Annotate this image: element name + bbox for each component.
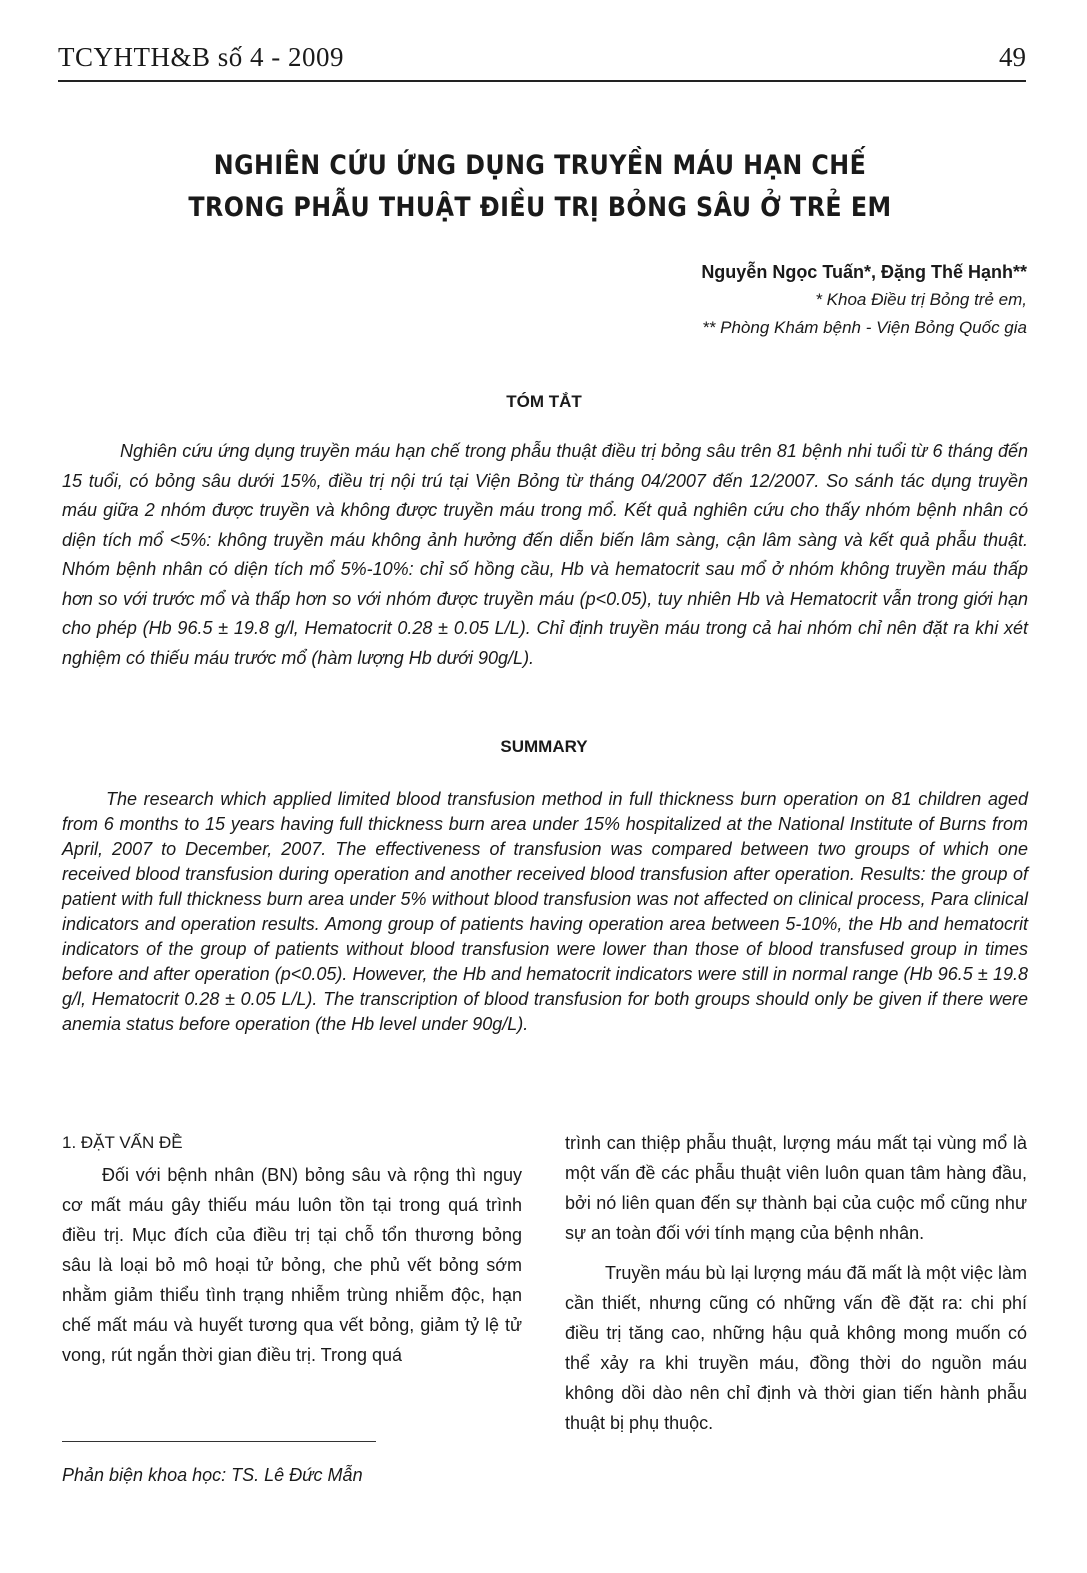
title-line-2: TRONG PHẪU THUẬT ĐIỀU TRỊ BỎNG SÂU Ở TRẺ EM: [188, 192, 892, 223]
affiliation-1: * Khoa Điều trị Bỏng trẻ em,: [815, 290, 1027, 309]
page-number: 49: [999, 42, 1026, 72]
affiliation-2: ** Phòng Khám bệnh - Viện Bỏng Quốc gia: [702, 318, 1027, 337]
footnote-reviewer: Phản biện khoa học: TS. Lê Đức Mẫn: [62, 1465, 363, 1485]
abstract-text: Nghiên cứu ứng dụng truyền máu hạn chế trong phẫu thuật điều trị bỏng sâu trên 81 bệnh nhi tuổi từ 6 tháng đến 15 tuổi, có bỏng sâu dưới 15%, điều trị nội trú tại Viện Bỏng từ tháng 04/2007 đến 12/2007. So sánh tác dụng truyền máu giữa 2 nhóm được truyền và không được truyền máu trong mổ. Kết quả nghiên cứu cho thấy nhóm bệnh nhân có diện tích mổ <5%: không truyền máu không ảnh hưởng đến diễn biến lâm sàng, cận lâm sàng và kết quả phẫu thuật. Nhóm bệnh nhân có diện tích mổ 5%-10%: chỉ số hồng cầu, Hb và hematocrit sau mổ ở nhóm không truyền máu thấp hơn so với trước mổ và thấp hơn so với nhóm được truyền máu (p<0.05), tuy nhiên Hb và Hematocrit vẫn trong giới hạn cho phép (Hb 96.5 ± 19.8 g/l, Hematocrit 0.28 ± 0.05 L/L). Chỉ định truyền máu trong cả hai nhóm chỉ nên đặt ra khi xét nghiệm có thiếu máu trước mổ (hàm lượng Hb dưới 90g/L).: [62, 441, 1028, 668]
section-paragraph-1: Đối với bệnh nhân (BN) bỏng sâu và rộng thì nguy cơ mất máu gây thiếu máu luôn tồn tại trong quá trình điều trị. Mục đích của điều trị tại chỗ tổn thương bỏng sâu là loại bỏ mô hoại tử bỏng, che phủ vết bỏng sớm nhằm giảm thiểu tình trạng nhiễm trùng nhiễm độc, hạn chế mất máu và huyết tương qua vết bỏng, giảm tỷ lệ tử vong, rút ngắn thời gian điều trị. Trong quá: [62, 1165, 522, 1365]
right-column: [565, 1128, 1027, 1438]
abstract-heading: TÓM TẮT: [506, 392, 582, 411]
footnote-divider: [62, 1441, 376, 1442]
summary-heading: SUMMARY: [500, 737, 588, 756]
page-header: [58, 40, 1026, 82]
section-heading: 1. ĐẶT VẤN ĐỀ: [62, 1133, 183, 1152]
article-title: [153, 145, 927, 229]
authors-block: [701, 258, 1027, 342]
title-line-1: NGHIÊN CỨU ỨNG DỤNG TRUYỀN MÁU HẠN CHẾ: [213, 150, 867, 181]
section-paragraph-2: Truyền máu bù lại lượng máu đã mất là một việc làm cần thiết, nhưng cũng có những vấn đề đặt ra: chi phí điều trị tăng cao, những hậu quả không mong muốn có thể xảy ra khi truyền máu, đồng thời do nguồn máu không dồi dào nên chỉ định và thời gian tiến hành phẫu thuật bị phụ thuộc.: [565, 1263, 1027, 1433]
author-names: Nguyễn Ngọc Tuấn*, Đặng Thế Hạnh**: [701, 262, 1027, 282]
left-column: [62, 1128, 522, 1370]
section-paragraph-1-continued: trình can thiệp phẫu thuật, lượng máu mất tại vùng mổ là một vấn đề các phẫu thuật viên luôn quan tâm hàng đầu, bởi nó liên quan đến sự thành bại của cuộc mổ cũng như sự an toàn đối với tính mạng của bệnh nhân.: [565, 1133, 1027, 1243]
journal-name: TCYHTH&B số 4 - 2009: [58, 42, 344, 72]
summary-text: The research which applied limited blood transfusion method in full thickness burn operation on 81 children aged from 6 months to 15 years having full thickness burn area under 15% hospitalized at the National Institute of Burns from April, 2007 to December, 2007. The effectiveness of transfusion was compared between two groups of which one received blood transfusion during operation and another received blood transfusion after operation. Results: the group of patient with full thickness burn area under 5% without blood transfusion was not affected on clinical process, Para clinical indicators and operation results. Among group of patients having operation area between 5-10%, the Hb and hematocrit indicators of the group of patients without blood transfusion were lower than those of blood transfused group in times before and after operation (p<0.05). However, the Hb and hematocrit indicators were still in normal range (Hb 96.5 ± 19.8 g/l, Hematocrit 0.28 ± 0.05 L/L). The transcription of blood transfusion for both groups should only be given if there were anemia status before operation (the Hb level under 90g/L).: [62, 789, 1028, 1034]
